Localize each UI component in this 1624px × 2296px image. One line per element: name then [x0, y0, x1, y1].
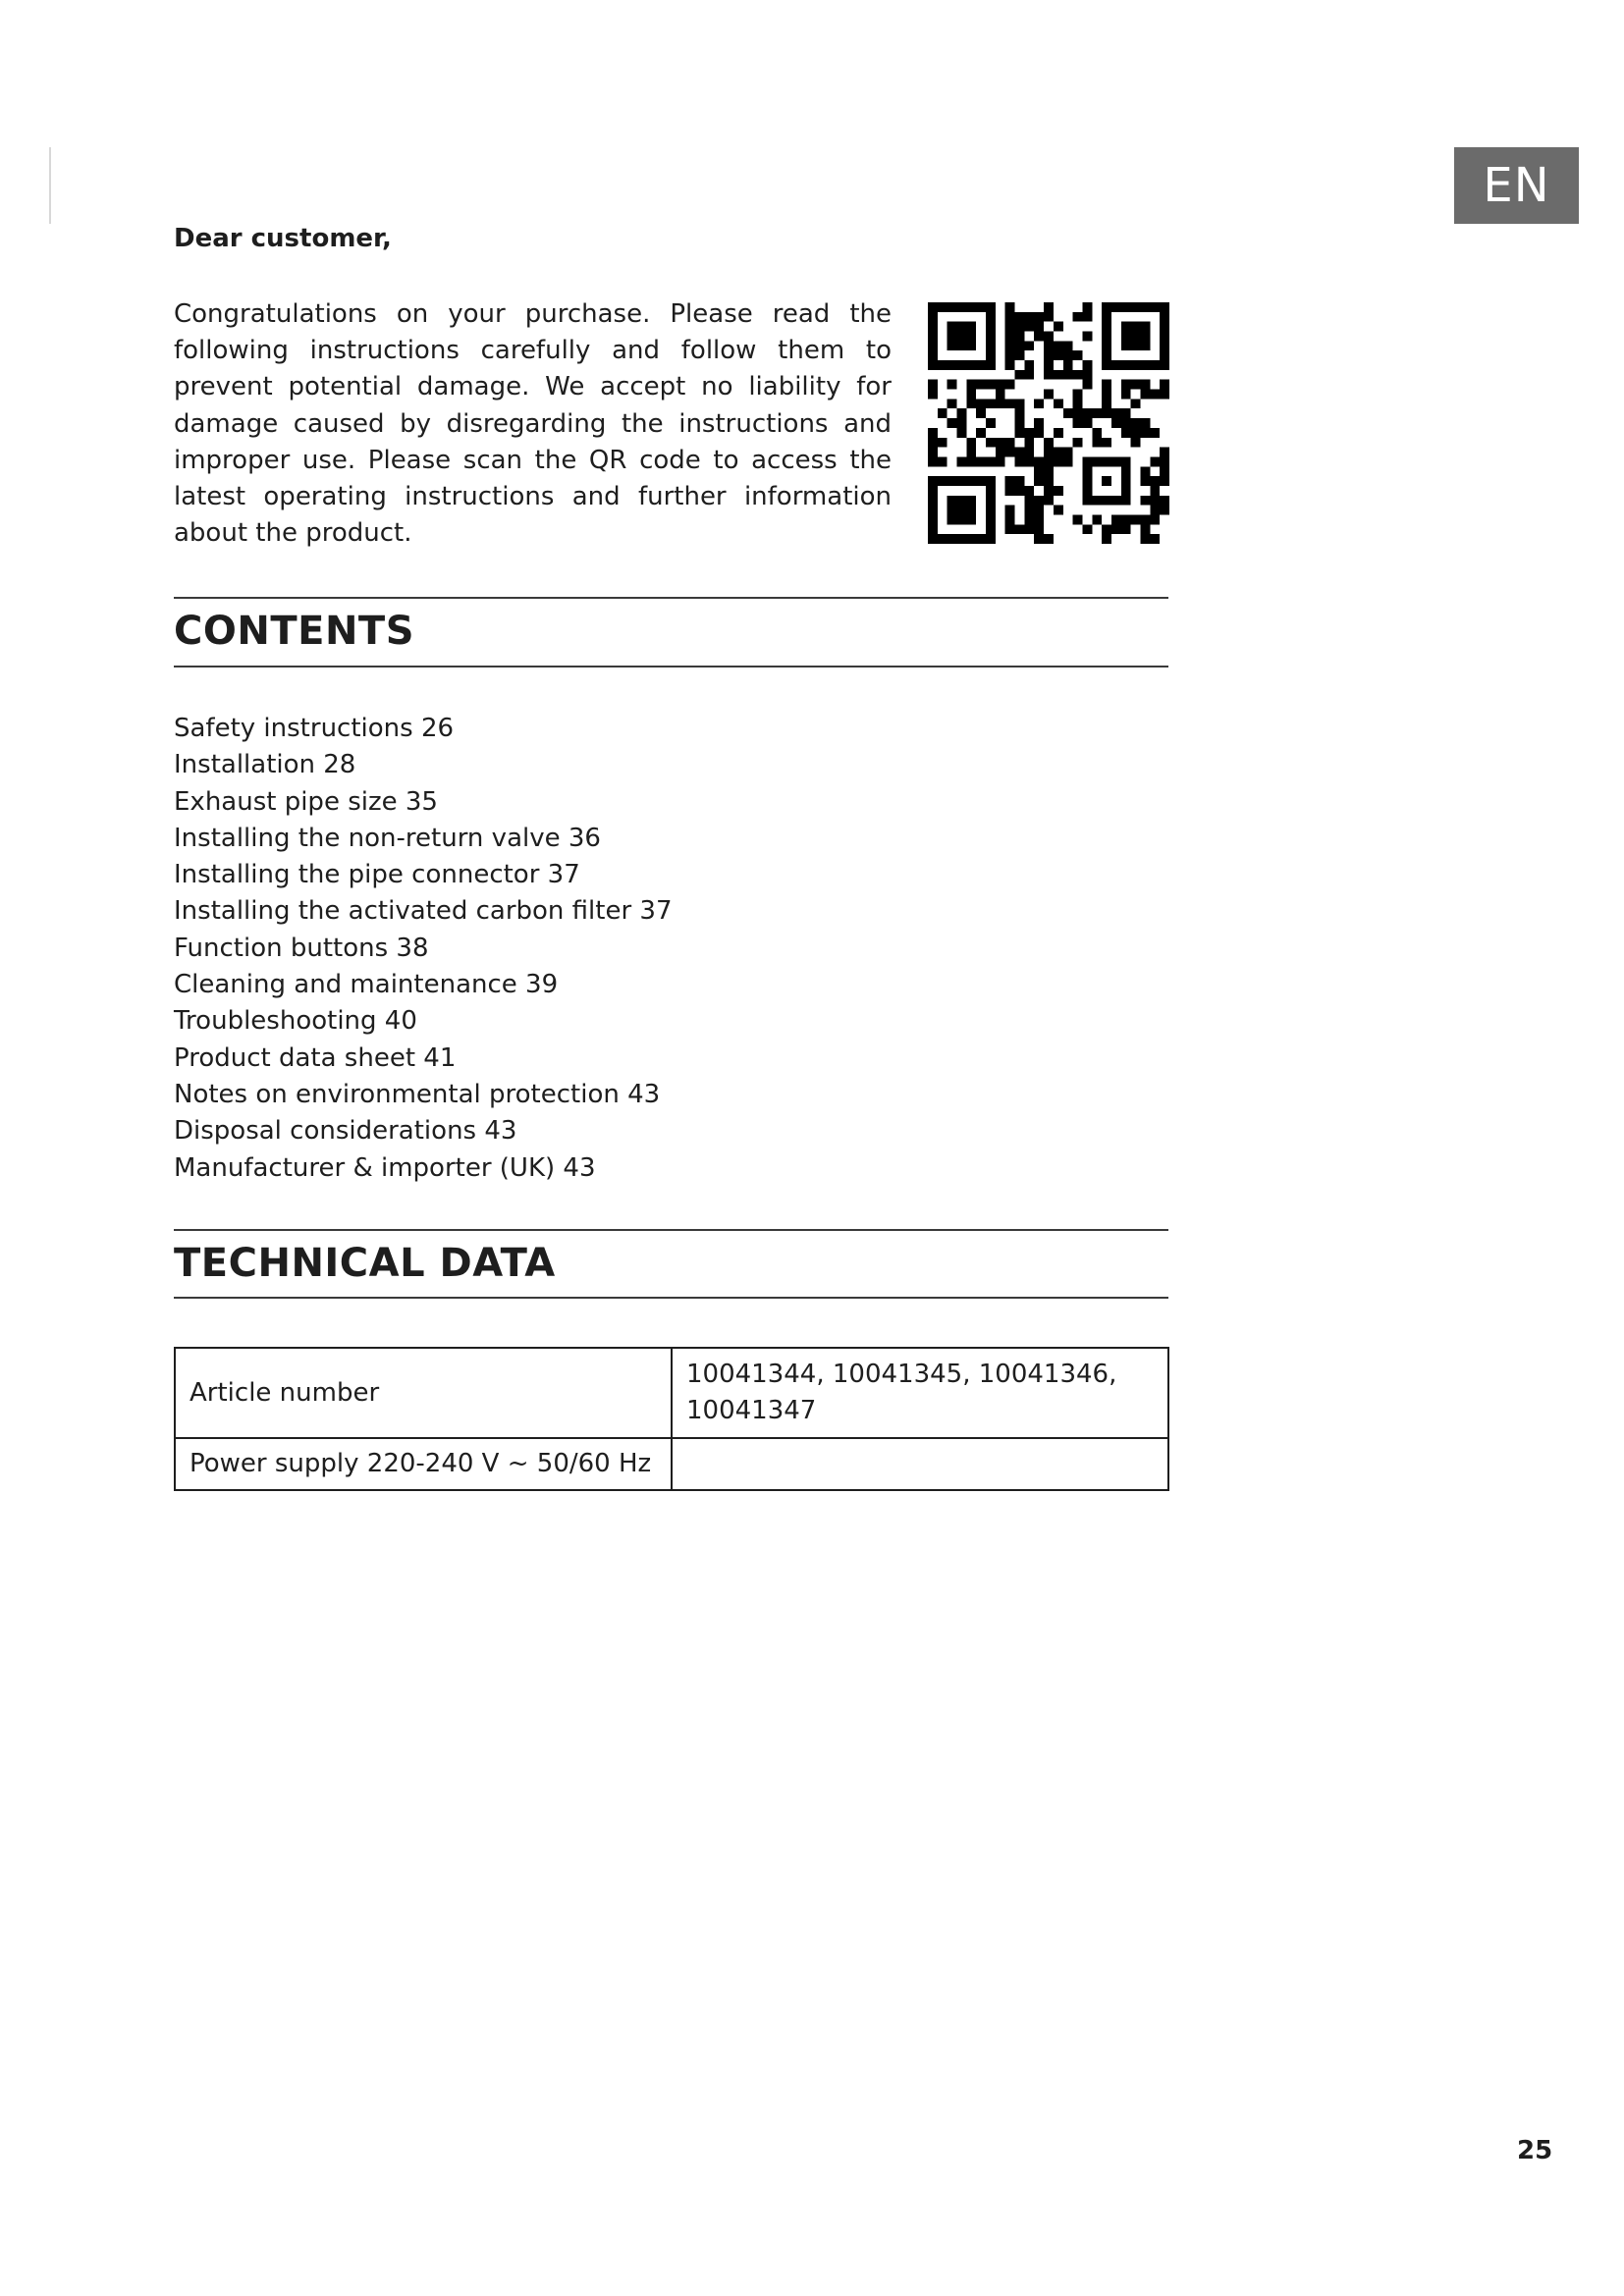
qr-code-icon[interactable] — [928, 302, 1169, 544]
intro-paragraph: Congratulations on your purchase. Please read the following instructions carefully and follow them to prevent potential damage. We accept no liability for damage caused by disregarding the instructions and improper use. Please scan the QR code to access the latest operating instructions and further information about the product. — [174, 299, 892, 549]
spec-label: Article number — [175, 1348, 672, 1438]
contents-top-rule — [174, 597, 1168, 599]
toc-item[interactable]: Manufacturer & importer (UK) 43 — [174, 1152, 596, 1183]
contents-title: CONTENTS — [174, 609, 415, 654]
table-row — [175, 1438, 1168, 1490]
toc-item[interactable]: Safety instructions 26 — [174, 714, 455, 743]
toc-item[interactable]: Notes on environmental protection 43 — [174, 1079, 661, 1109]
spec-value: 10041344, 10041345, 10041346, 10041347 — [672, 1348, 1168, 1438]
toc-item[interactable]: Product data sheet 41 — [174, 1042, 457, 1073]
table-row — [175, 1348, 1168, 1438]
toc-item[interactable]: Installing the non-return valve 36 — [174, 823, 601, 853]
toc-item[interactable]: Installing the pipe connector 37 — [174, 860, 580, 890]
toc-item[interactable]: Installation 28 — [174, 750, 356, 780]
language-badge: EN — [1454, 147, 1579, 224]
technical-data-table — [174, 1347, 1169, 1491]
toc-item[interactable]: Troubleshooting 40 — [174, 1006, 417, 1037]
toc-item[interactable]: Disposal considerations 43 — [174, 1116, 517, 1147]
toc-item[interactable]: Installing the activated carbon filter 37 — [174, 896, 673, 927]
page-number: 25 — [1517, 2136, 1553, 2165]
toc-item[interactable]: Cleaning and maintenance 39 — [174, 970, 559, 1000]
toc-item[interactable]: Function buttons 38 — [174, 933, 429, 963]
technical-data-top-rule — [174, 1229, 1168, 1231]
spec-label: Power supply 220-240 V ~ 50/60 Hz — [175, 1438, 672, 1490]
toc-item[interactable]: Exhaust pipe size 35 — [174, 786, 438, 817]
contents-list — [174, 711, 673, 1187]
margin-line — [49, 147, 51, 224]
greeting: Dear customer, — [174, 224, 392, 253]
spec-value — [672, 1438, 1168, 1490]
contents-bottom-rule — [174, 666, 1168, 667]
technical-data-title: TECHNICAL DATA — [174, 1241, 556, 1286]
technical-data-bottom-rule — [174, 1297, 1168, 1299]
